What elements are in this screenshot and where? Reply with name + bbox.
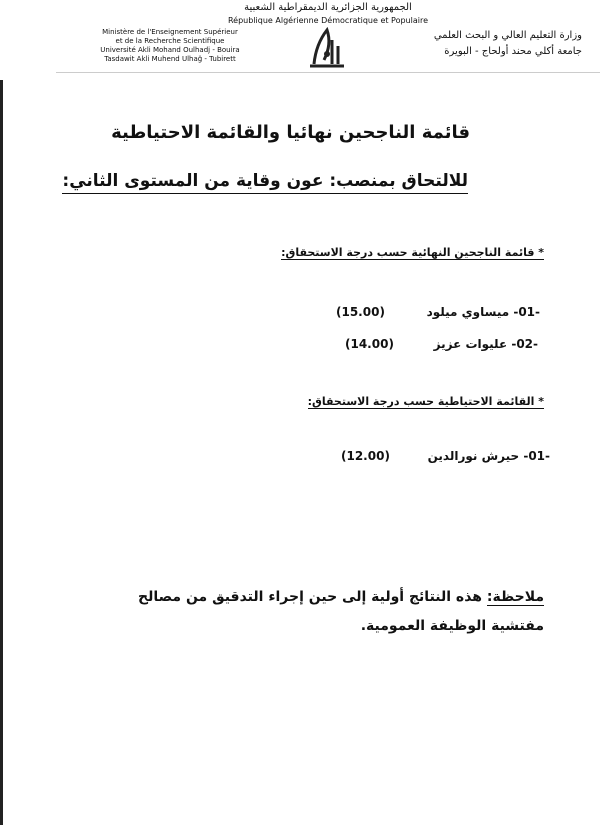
republic-name-french: République Algérienne Démocratique et Populaire (227, 16, 429, 25)
republic-name-arabic: الجمهورية الجزائرية الديمقراطية الشعبية (244, 2, 412, 13)
ministry-line-ar: وزارة التعليم العالي و البحث العلمي (433, 30, 582, 41)
reserve-entry-1-score: (12.00) (341, 449, 390, 463)
university-line-kab: Tasdawit Akli Muhend Ulhağ - Tubirett (104, 55, 236, 63)
document-title: قائمة الناجحين نهائيا والقائمة الاحتياطية (111, 122, 470, 143)
final-entry-2: -02- عليوات عزيز (433, 337, 538, 351)
final-entry-1-score: (15.00) (336, 305, 385, 319)
scan-edge (0, 80, 3, 825)
note-paragraph (104, 583, 544, 641)
university-line-fr: Université Akli Mohand Oulhadj - Bouira (100, 46, 240, 54)
letterhead (56, 0, 600, 73)
final-entry-1: -01- ميساوي ميلود (426, 305, 540, 319)
university-line-ar: جامعة أكلي محند أولحاج - البويرة (444, 46, 582, 57)
letterhead-left-block (70, 28, 270, 64)
reserve-list-heading-text: * القائمة الاحتياطية حسب درجة الاستحقاق: (307, 395, 544, 408)
final-list-heading (281, 246, 544, 259)
reserve-entry-1: -01- حيرش نورالدين (427, 449, 550, 463)
note-text: هذه النتائج أولية إلى حين إجراء التدقيق من مصالح مفتشية الوظيفة العمومية. (138, 589, 544, 634)
letterhead-right-block (434, 28, 582, 60)
document-subtitle: للالتحاق بمنصب: عون وقاية من المستوى الثاني: (62, 171, 468, 194)
final-list-heading-text: * قائمة الناجحين النهائية حسب درجة الاستحقاق: (281, 246, 544, 259)
final-entry-2-score: (14.00) (345, 337, 394, 351)
ministry-line-fr: Ministère de l'Enseignement Supérieur (102, 28, 238, 36)
note-label: ملاحظة: (486, 589, 544, 605)
reserve-list-heading (308, 395, 544, 408)
ministry-line-fr-2: et de la Recherche Scientifique (115, 37, 225, 45)
university-logo-icon (306, 24, 348, 70)
